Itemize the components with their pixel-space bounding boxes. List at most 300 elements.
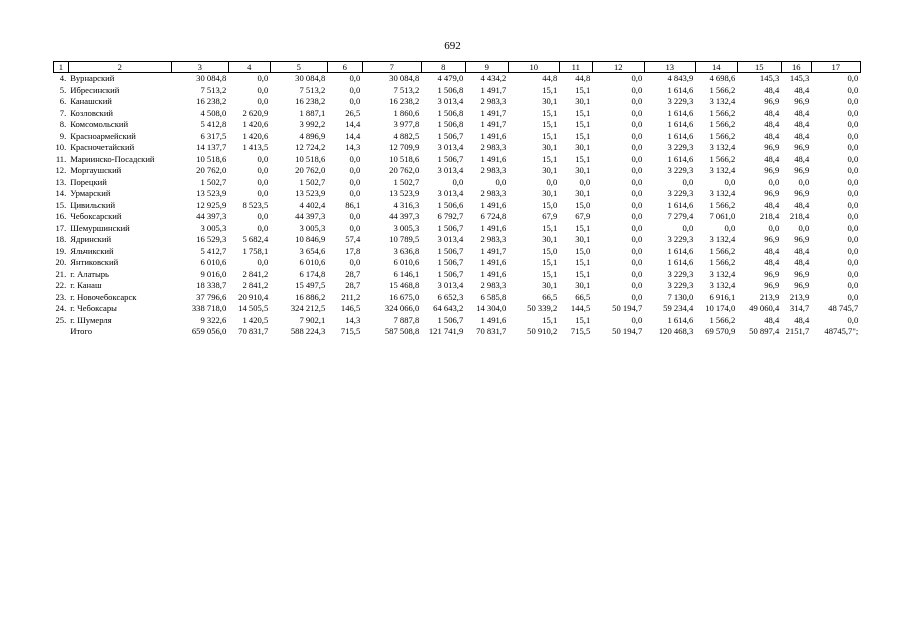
- table-cell: 0,0: [847, 73, 859, 83]
- table-cell: 3 229,3: [667, 234, 694, 244]
- table-cell: 6 317,5: [200, 130, 227, 141]
- table-cell: 1 887,1: [299, 107, 326, 118]
- table-cell: 0,0: [631, 211, 643, 221]
- table-cell: 0,0: [724, 176, 736, 187]
- table-cell: 0,0: [847, 257, 859, 267]
- table-cell: 218,4: [789, 211, 810, 221]
- table-cell: 0,0: [349, 176, 361, 187]
- table-cell: 12 709,9: [389, 142, 420, 152]
- table-cell: 0,0: [631, 257, 643, 267]
- table-cell: 4 316,3: [393, 199, 420, 210]
- row-index: 16.: [55, 211, 67, 221]
- district-name: г. Шумерля: [70, 314, 112, 325]
- district-name: Итого: [70, 326, 93, 336]
- table-cell: 3 013,4: [437, 165, 464, 175]
- table-row: [54, 223, 861, 235]
- table-cell: 0,0: [847, 211, 859, 221]
- row-index: 8.: [59, 119, 67, 129]
- table-cell: 0,0: [847, 107, 859, 118]
- table-cell: 1 614,6: [667, 314, 694, 325]
- table-row: [54, 188, 861, 200]
- table-cell: 37 796,6: [196, 291, 227, 302]
- row-index: [54, 326, 69, 338]
- column-header: 9: [465, 62, 508, 73]
- table-cell: 4 843,9: [667, 73, 694, 83]
- table-cell: 0,0: [349, 153, 361, 164]
- table-cell: 4 402,4: [299, 199, 326, 210]
- table-cell: 0,0: [768, 222, 780, 233]
- page-number: 692: [444, 40, 461, 52]
- table-cell: 48,4: [794, 119, 810, 129]
- table-cell: 48,4: [764, 199, 780, 210]
- table-cell: 3 132,4: [709, 234, 736, 244]
- table-cell: 26,5: [345, 107, 361, 118]
- table-cell: 49 060,4: [749, 303, 780, 313]
- table-cell: 3 013,4: [437, 234, 464, 244]
- table-cell: 6 010,6: [200, 257, 227, 267]
- table-cell: 30,1: [575, 142, 591, 152]
- table-cell: 145,3: [789, 73, 810, 83]
- table-cell: 3 013,4: [437, 96, 464, 106]
- district-name: Урмарский: [70, 188, 111, 198]
- table-cell: 0,0: [847, 314, 859, 325]
- table-cell: 1 614,6: [667, 153, 694, 164]
- table-cell: 70 831,7: [476, 326, 507, 336]
- table-cell: 146,5: [340, 303, 361, 313]
- table-cell: 6 010,6: [393, 257, 420, 267]
- district-name: Порецкий: [70, 176, 107, 187]
- district-name: Вурнарский: [70, 73, 115, 83]
- table-cell: 3 013,4: [437, 142, 464, 152]
- table-cell: 3 229,3: [667, 280, 694, 290]
- table-cell: 0,0: [631, 176, 643, 187]
- table-cell: 3 132,4: [709, 280, 736, 290]
- table-cell: 1 506,7: [437, 153, 464, 164]
- column-header: 12: [592, 62, 644, 73]
- table-cell: 48,4: [764, 153, 780, 164]
- table-cell: 15,1: [575, 119, 591, 129]
- table-cell: 96,9: [794, 280, 810, 290]
- row-index: 14.: [55, 188, 67, 198]
- table-cell: 1 420,6: [242, 119, 269, 129]
- table-row: [54, 211, 861, 223]
- column-header: 5: [270, 62, 327, 73]
- table-row: [54, 246, 861, 258]
- table-cell: 30 084,8: [295, 73, 326, 83]
- table-cell: 66,5: [575, 291, 591, 302]
- table-cell: 15,1: [575, 107, 591, 118]
- row-index: 17.: [55, 222, 67, 233]
- table-cell: 0,0: [631, 107, 643, 118]
- table-cell: 0,0: [631, 73, 643, 83]
- table-cell: 4 508,0: [200, 107, 227, 118]
- table-cell: 120 468,3: [658, 326, 694, 336]
- column-header: 6: [327, 62, 362, 73]
- table-cell: 30,1: [542, 142, 558, 152]
- table-cell: 1 502,7: [393, 176, 420, 187]
- table-cell: 7 513,2: [393, 84, 420, 95]
- table-cell: 6 146,1: [393, 268, 420, 279]
- table-cell: 6 652,3: [437, 291, 464, 302]
- table-cell: 15,0: [575, 199, 591, 210]
- district-name: Ибресинский: [70, 84, 120, 95]
- table-cell: 48,4: [794, 153, 810, 164]
- table-cell: 1 566,2: [709, 257, 736, 267]
- row-index: 4.: [59, 73, 67, 83]
- table-cell: 15,1: [575, 84, 591, 95]
- table-cell: 0,0: [631, 280, 643, 290]
- column-header: 13: [644, 62, 695, 73]
- table-cell: 96,9: [764, 188, 780, 198]
- district-name: Комсомольский: [70, 119, 129, 129]
- table-cell: 587 508,8: [384, 326, 420, 336]
- table-cell: 3 132,4: [709, 96, 736, 106]
- table-cell: 0,0: [349, 165, 361, 175]
- column-header: 2: [68, 62, 171, 73]
- table-cell: 1 614,6: [667, 119, 694, 129]
- table-cell: 6 792,7: [437, 211, 464, 221]
- table-cell: 10 518,6: [196, 153, 227, 164]
- table-cell: 3 132,4: [709, 268, 736, 279]
- table-cell: 2 983,3: [480, 142, 507, 152]
- table-cell: 30,1: [575, 280, 591, 290]
- table-cell: 0,0: [257, 222, 269, 233]
- table-cell: 3 229,3: [667, 96, 694, 106]
- table-cell: 57,4: [345, 234, 361, 244]
- table-cell: 50 194,7: [612, 303, 643, 313]
- table-cell: 0,0: [257, 165, 269, 175]
- table-cell: 16 238,2: [295, 96, 326, 106]
- table-cell: 15,0: [575, 245, 591, 256]
- table-cell: 48,4: [794, 130, 810, 141]
- table-cell: 1 758,1: [242, 245, 269, 256]
- table-cell: 16 238,2: [389, 96, 420, 106]
- table-cell: 50 910,2: [527, 326, 558, 336]
- district-name: Яльчикский: [70, 245, 114, 256]
- table-cell: 0,0: [495, 176, 507, 187]
- table-row: [54, 119, 861, 131]
- table-cell: 3 229,3: [667, 165, 694, 175]
- table-cell: 7 902,1: [299, 314, 326, 325]
- table-cell: 1 566,2: [709, 107, 736, 118]
- table-cell: 0,0: [349, 96, 361, 106]
- table-cell: 1 506,8: [437, 107, 464, 118]
- table-cell: 0,0: [631, 291, 643, 302]
- table-cell: 7 279,4: [667, 211, 694, 221]
- table-cell: 121 741,9: [428, 326, 464, 336]
- table-cell: 14,3: [345, 314, 361, 325]
- table-cell: 4 434,2: [480, 73, 507, 83]
- table-cell: 48,4: [764, 257, 780, 267]
- table-cell: 1 614,6: [667, 107, 694, 118]
- table-cell: 67,9: [575, 211, 591, 221]
- table-header-row: [54, 62, 861, 73]
- table-cell: 0,0: [631, 222, 643, 233]
- table-cell: 7 130,0: [667, 291, 694, 302]
- table-row: [54, 234, 861, 246]
- district-name: Цивильский: [70, 199, 116, 210]
- district-name: Красноармейский: [70, 130, 136, 141]
- table-cell: 213,9: [759, 291, 780, 302]
- table-cell: 50 897,4: [749, 326, 780, 336]
- district-name: Янтиковский: [70, 257, 119, 267]
- table-cell: 2 841,2: [242, 268, 269, 279]
- table-cell: 12 925,9: [196, 199, 227, 210]
- table-cell: 0,0: [847, 234, 859, 244]
- table-cell: 0,0: [847, 165, 859, 175]
- row-index: 22.: [55, 280, 67, 290]
- table-cell: 0,0: [349, 222, 361, 233]
- table-cell: 28,7: [345, 268, 361, 279]
- table-cell: 3 132,4: [709, 188, 736, 198]
- table-row: [54, 303, 861, 315]
- table-cell: 96,9: [764, 96, 780, 106]
- table-cell: 324 066,0: [384, 303, 420, 313]
- table-cell: 0,0: [847, 84, 859, 95]
- table-cell: 10 518,6: [295, 153, 326, 164]
- table-cell: 10 518,6: [389, 153, 420, 164]
- table-row: [54, 85, 861, 97]
- district-name: Чебоксарский: [70, 211, 122, 221]
- table-cell: 2 983,3: [480, 96, 507, 106]
- table-cell: 3 229,3: [667, 268, 694, 279]
- table-row: [54, 131, 861, 143]
- table-cell: 2 620,9: [242, 107, 269, 118]
- table-cell: 0,0: [349, 73, 361, 83]
- row-index: 13.: [55, 176, 67, 187]
- table-cell: 6 174,8: [299, 268, 326, 279]
- table-cell: 4 698,6: [709, 73, 736, 83]
- table-cell: 144,5: [570, 303, 591, 313]
- table-cell: 16 238,2: [196, 96, 227, 106]
- table-cell: 0,0: [798, 222, 810, 233]
- row-index: 25.: [55, 314, 67, 325]
- table-cell: 3 654,6: [299, 245, 326, 256]
- row-index: 18.: [55, 234, 67, 244]
- table-cell: 1 491,6: [480, 153, 507, 164]
- table-cell: 15,1: [542, 268, 558, 279]
- table-cell: 0,0: [847, 188, 859, 198]
- table-cell: 715,5: [570, 326, 591, 336]
- table-cell: 48,4: [794, 314, 810, 325]
- table-cell: 14,3: [345, 142, 361, 152]
- table-cell: 86,1: [345, 199, 361, 210]
- table-cell: 3 132,4: [709, 142, 736, 152]
- table-row: [54, 142, 861, 154]
- table-cell: 15,1: [575, 257, 591, 267]
- district-name: г. Новочебоксарск: [70, 291, 137, 302]
- table-row: [54, 326, 861, 338]
- table-cell: 96,9: [764, 142, 780, 152]
- table-row: [54, 108, 861, 120]
- table-cell: 1 491,7: [480, 107, 507, 118]
- table-cell: 48,4: [794, 257, 810, 267]
- table-cell: 0,0: [257, 176, 269, 187]
- table-cell: 0,0: [257, 153, 269, 164]
- row-index: 9.: [59, 130, 67, 141]
- table-cell: 17,8: [345, 245, 361, 256]
- table-cell: 1 491,7: [480, 84, 507, 95]
- row-index: 5.: [59, 84, 67, 95]
- district-name: Красночетайский: [70, 142, 135, 152]
- table-cell: 4 882,5: [393, 130, 420, 141]
- table-cell: 15,1: [575, 314, 591, 325]
- column-header: 16: [781, 62, 811, 73]
- table-row: [54, 269, 861, 281]
- table-cell: 211,2: [341, 291, 361, 302]
- table-cell: 9 016,0: [200, 268, 227, 279]
- table-cell: 15,1: [542, 130, 558, 141]
- table-cell: 13 523,9: [295, 188, 326, 198]
- table-cell: 15,1: [575, 130, 591, 141]
- table-cell: 1 566,2: [709, 314, 736, 325]
- table-cell: 96,9: [764, 280, 780, 290]
- table-cell: 15,0: [542, 199, 558, 210]
- table-cell: 69 570,9: [705, 326, 736, 336]
- column-header: 10: [508, 62, 559, 73]
- table-cell: 50 194,7: [612, 326, 643, 336]
- table-cell: 48 745,7: [828, 303, 859, 313]
- table-cell: 2151,7: [785, 326, 810, 336]
- table-cell: 48,4: [764, 107, 780, 118]
- table-cell: 0,0: [579, 176, 591, 187]
- table-cell: 1 491,6: [480, 199, 507, 210]
- table-cell: 44 397,3: [389, 211, 420, 221]
- table-cell: 15,1: [542, 84, 558, 95]
- table-cell: 16 529,3: [196, 234, 227, 244]
- table-cell: 588 224,3: [290, 326, 326, 336]
- table-cell: 1 506,6: [437, 199, 464, 210]
- row-index: 19.: [55, 245, 67, 256]
- table-cell: 96,9: [794, 268, 810, 279]
- table-cell: 30,1: [542, 165, 558, 175]
- table-cell: 659 056,0: [191, 326, 227, 336]
- table-cell: 0,0: [847, 199, 859, 210]
- table-cell: 50 339,2: [527, 303, 558, 313]
- table-row: [54, 280, 861, 292]
- table-cell: 1 506,7: [437, 314, 464, 325]
- table-cell: 1 491,6: [480, 130, 507, 141]
- table-cell: 0,0: [349, 84, 361, 95]
- table-cell: 0,0: [768, 176, 780, 187]
- table-cell: 3 636,8: [393, 245, 420, 256]
- table-cell: 0,0: [847, 291, 859, 302]
- table-cell: 2 983,3: [480, 188, 507, 198]
- table-cell: 10 846,9: [295, 234, 326, 244]
- table-cell: 3 977,8: [393, 119, 420, 129]
- table-cell: 1 506,7: [437, 222, 464, 233]
- table-cell: 0,0: [631, 119, 643, 129]
- table-cell: 0,0: [349, 211, 361, 221]
- district-name: Канашский: [70, 96, 112, 106]
- table-cell: 213,9: [789, 291, 810, 302]
- table-cell: 0,0: [631, 84, 643, 95]
- table-cell: 48,4: [764, 245, 780, 256]
- table-cell: 0,0: [847, 153, 859, 164]
- table-cell: 14 505,5: [238, 303, 269, 313]
- table-cell: 59 234,4: [663, 303, 694, 313]
- table-cell: 44,8: [542, 73, 558, 83]
- table-cell: 0,0: [631, 188, 643, 198]
- table-cell: 0,0: [847, 130, 859, 141]
- table-cell: 9 322,6: [200, 314, 227, 325]
- table-cell: 0,0: [847, 268, 859, 279]
- table-cell: 0,0: [847, 176, 859, 187]
- table-cell: 10 174,0: [705, 303, 736, 313]
- budget-table: [53, 61, 861, 338]
- table-cell: 3 005,3: [299, 222, 326, 233]
- table-cell: 48,4: [794, 84, 810, 95]
- table-cell: 3 132,4: [709, 165, 736, 175]
- table-cell: 1 614,6: [667, 245, 694, 256]
- table-cell: 1 420,6: [242, 130, 269, 141]
- table-cell: 30,1: [575, 188, 591, 198]
- table-cell: 48,4: [794, 107, 810, 118]
- table-cell: 44 397,3: [196, 211, 227, 221]
- row-index: 10.: [55, 142, 67, 152]
- table-cell: 4 896,9: [299, 130, 326, 141]
- table-cell: 1 566,2: [709, 153, 736, 164]
- table-cell: 14,4: [345, 119, 361, 129]
- table-cell: 1 502,7: [299, 176, 326, 187]
- table-cell: 1 502,7: [200, 176, 227, 187]
- table-cell: 7 887,8: [393, 314, 420, 325]
- table-cell: 0,0: [847, 222, 859, 233]
- table-cell: 16 675,0: [389, 291, 420, 302]
- table-cell: 96,9: [794, 165, 810, 175]
- table-cell: 0,0: [847, 119, 859, 129]
- table-cell: 0,0: [847, 280, 859, 290]
- table-cell: 1 860,6: [393, 107, 420, 118]
- table-cell: 0,0: [257, 257, 269, 267]
- table-cell: 15,1: [542, 222, 558, 233]
- table-cell: 1 491,6: [480, 222, 507, 233]
- row-index: 7.: [59, 107, 67, 118]
- table-cell: 1 491,7: [480, 245, 507, 256]
- table-cell: 14 304,0: [476, 303, 507, 313]
- table-cell: 0,0: [847, 142, 859, 152]
- table-cell: 14,4: [345, 130, 361, 141]
- table-row: [54, 200, 861, 212]
- table-cell: 20 762,0: [196, 165, 227, 175]
- table-cell: 4 479,0: [437, 73, 464, 83]
- table-cell: 30 084,8: [389, 73, 420, 83]
- table-cell: 48745,7";: [824, 326, 859, 336]
- table-cell: 15,1: [542, 153, 558, 164]
- table-cell: 3 229,3: [667, 142, 694, 152]
- table-cell: 6 010,6: [299, 257, 326, 267]
- district-name: Мариинско-Посадский: [70, 153, 155, 164]
- row-index: 15.: [55, 199, 67, 210]
- table-cell: 96,9: [794, 96, 810, 106]
- table-cell: 6 916,1: [709, 291, 736, 302]
- table-cell: 30,1: [542, 96, 558, 106]
- column-header: 11: [559, 62, 592, 73]
- row-index: 20.: [55, 257, 67, 267]
- table-cell: 0,0: [257, 84, 269, 95]
- table-cell: 0,0: [631, 314, 643, 325]
- table-cell: 12 724,2: [295, 142, 326, 152]
- table-cell: 0,0: [682, 176, 694, 187]
- table-cell: 30 084,8: [196, 73, 227, 83]
- table-cell: 314,7: [789, 303, 810, 313]
- table-cell: 15,1: [542, 257, 558, 267]
- table-cell: 48,4: [764, 130, 780, 141]
- table-cell: 64 643,2: [433, 303, 464, 313]
- table-cell: 1 566,2: [709, 199, 736, 210]
- table-cell: 96,9: [794, 234, 810, 244]
- column-header: 8: [421, 62, 465, 73]
